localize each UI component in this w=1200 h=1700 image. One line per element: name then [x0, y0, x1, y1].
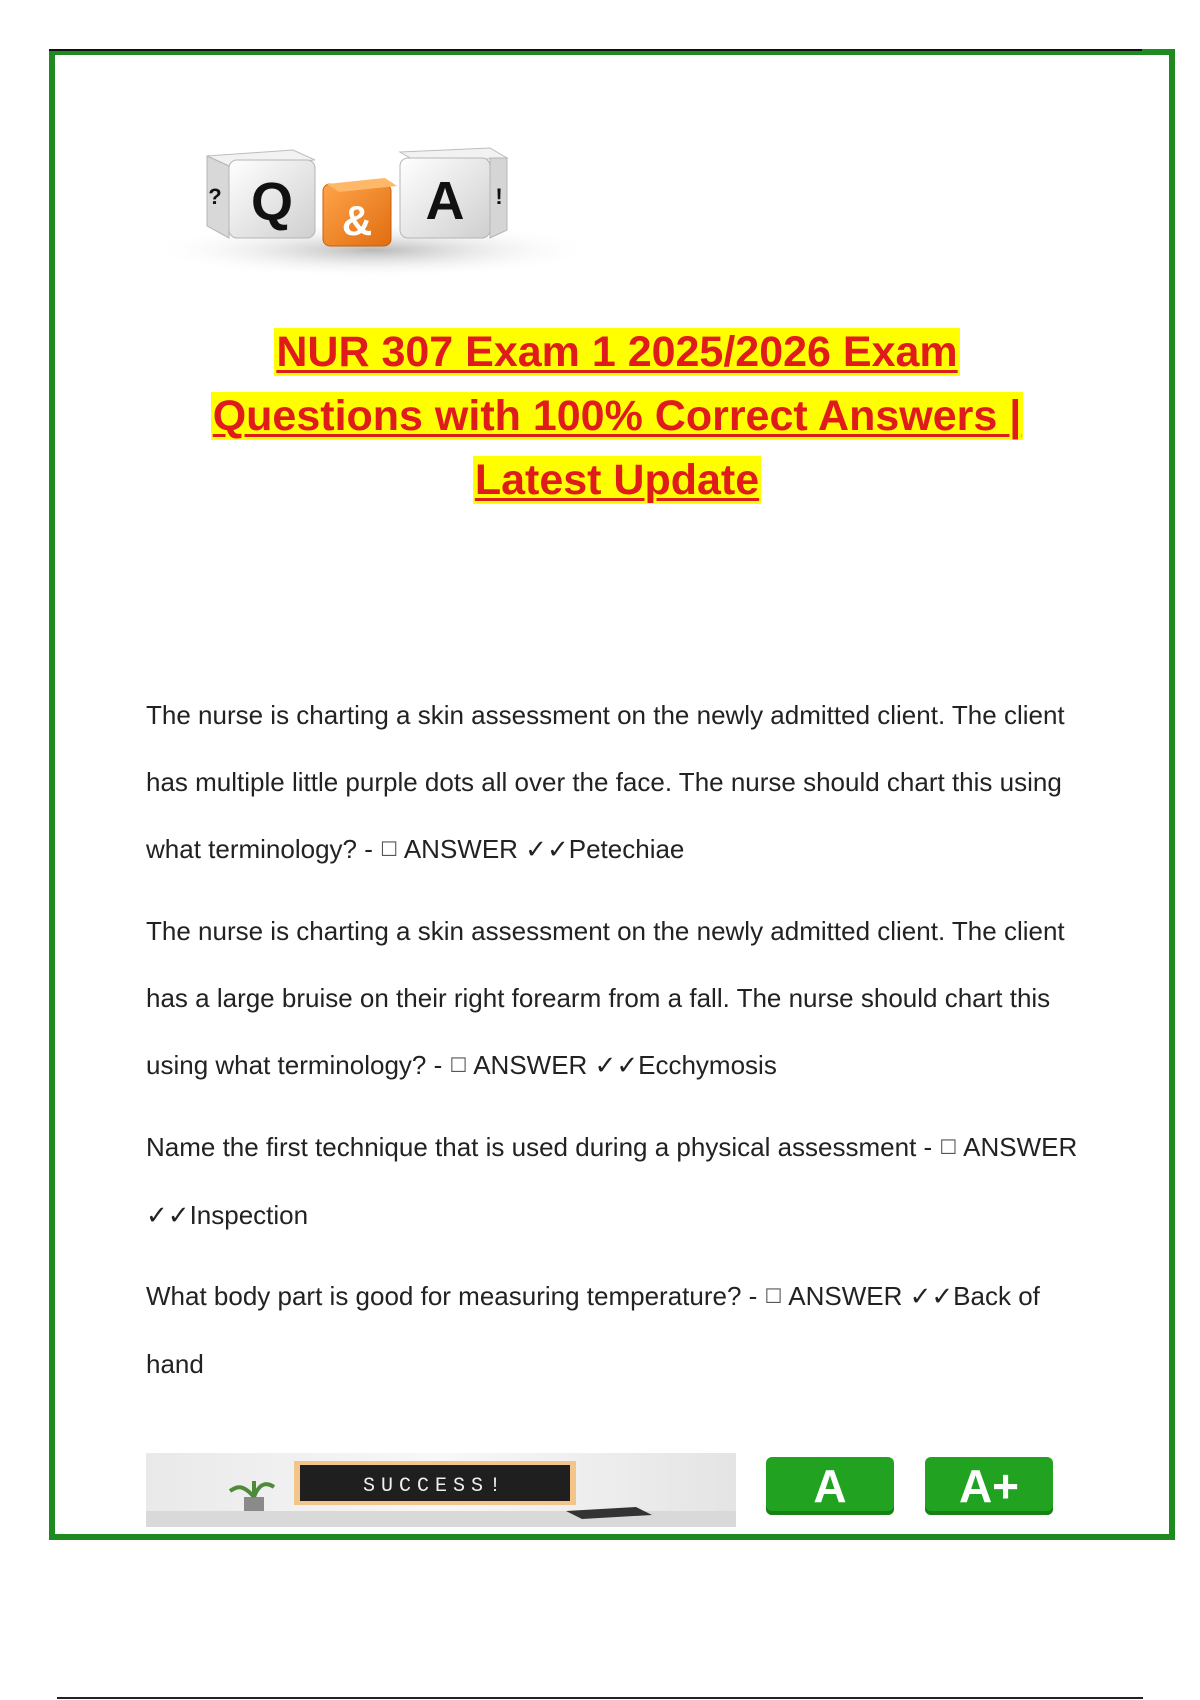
- qa-item: [146, 682, 1096, 884]
- answer-text: Ecchymosis: [638, 1050, 777, 1080]
- answer-text: Back of hand: [146, 1281, 1040, 1379]
- die-q-side-glyph: ?: [208, 184, 222, 209]
- checkbox-glyph-icon: ☐: [449, 1055, 468, 1077]
- question-text: Name the first technique that is used during a physical assessment -: [146, 1132, 940, 1162]
- answer-label: ANSWER ✓✓: [467, 1050, 639, 1080]
- question-text: The nurse is charting a skin assessment on the newly admitted client. The client has multiple little purple dots all over the face. The nurse should chart this using what terminology? -: [146, 700, 1065, 864]
- checkbox-glyph-icon: ☐: [764, 1286, 783, 1308]
- qa-dice-logo: [145, 120, 600, 280]
- die-amp: [323, 178, 397, 246]
- question-text: The nurse is charting a skin assessment on the newly admitted client. The client has a large bruise on their right forearm from a fall. The nurse should chart this using what terminology? -: [146, 916, 1065, 1080]
- bottom-rule: [57, 1697, 1143, 1699]
- grade-a-badge: A: [766, 1457, 894, 1515]
- title-line-2: Questions with 100% Correct Answers |: [212, 392, 1022, 440]
- answer-label: ANSWER ✓✓: [146, 1132, 1078, 1230]
- checkbox-glyph-icon: ☐: [380, 839, 399, 861]
- die-a-letter: A: [425, 171, 465, 231]
- title-line-1: NUR 307 Exam 1 2025/2026 Exam: [276, 328, 958, 376]
- title-line-3: Latest Update: [474, 456, 760, 504]
- answer-text: Petechiae: [568, 834, 685, 864]
- chalkboard-text: SUCCESS!: [362, 1475, 508, 1498]
- question-text: What body part is good for measuring temperature? -: [146, 1281, 765, 1311]
- grade-a-plus-badge: A+: [925, 1457, 1053, 1515]
- die-a: [400, 148, 507, 238]
- die-q: [207, 150, 315, 238]
- answer-label: ANSWER ✓✓: [398, 834, 569, 864]
- checkbox-glyph-icon: ☐: [939, 1137, 958, 1159]
- frame-top-line: [49, 49, 1142, 51]
- qa-item: [146, 1114, 1096, 1249]
- answer-text: Inspection: [189, 1200, 309, 1230]
- qa-item: [146, 1263, 1096, 1398]
- success-banner-image: [146, 1453, 736, 1527]
- document-title: [130, 320, 1104, 512]
- answer-label: ANSWER ✓✓: [782, 1281, 954, 1311]
- qa-list: [146, 682, 1096, 1412]
- die-amp-glyph: &: [341, 197, 373, 244]
- die-a-side-glyph: !: [495, 184, 503, 209]
- die-q-letter: Q: [250, 172, 294, 232]
- qa-item: [146, 898, 1096, 1100]
